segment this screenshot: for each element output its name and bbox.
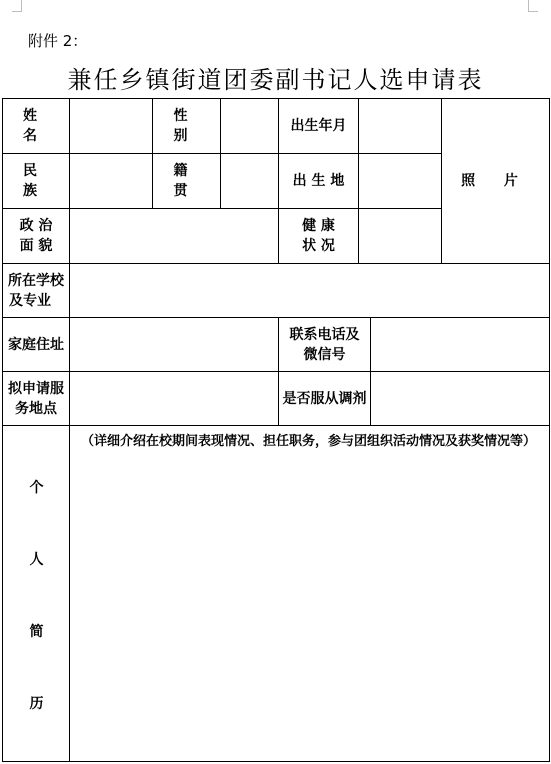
school-major-field[interactable] <box>70 264 549 317</box>
service-location-label <box>3 372 69 425</box>
health-label-line2: 状 况 <box>302 238 335 254</box>
attachment-label: 附件 2： <box>28 32 88 50</box>
health-label <box>279 209 358 263</box>
name-field[interactable] <box>70 99 152 153</box>
school-major-label-line2: 及专业 <box>9 292 51 309</box>
ethnicity-field[interactable] <box>70 154 152 208</box>
phone-wechat-label-line2: 微信号 <box>303 346 346 363</box>
birthplace-field[interactable] <box>359 154 441 208</box>
phone-wechat-field[interactable] <box>371 318 549 371</box>
health-field[interactable] <box>359 209 441 263</box>
political-status-label-line2: 面 貌 <box>19 238 53 254</box>
phone-wechat-label <box>279 318 370 371</box>
ethnicity-label: 民 族 <box>23 163 49 199</box>
resume-instructions: （详细介绍在校期间表现情况、担任职务，参与团组织活动情况及获奖情况等） <box>81 434 537 449</box>
birthplace-label: 出 生 地 <box>292 173 345 189</box>
school-major-label <box>3 264 69 317</box>
accept-transfer-field[interactable] <box>371 372 549 425</box>
gender-field[interactable] <box>221 99 278 153</box>
accept-transfer-label: 是否服从调剂 <box>282 390 367 407</box>
birth-date-label: 出生年月 <box>290 118 347 134</box>
phone-wechat-label-line1: 联系电话及 <box>289 326 360 343</box>
name-label: 姓 名 <box>23 108 49 144</box>
page-corner-mark <box>12 0 22 12</box>
health-label-line1: 健 康 <box>302 218 335 234</box>
resume-label-char: 个 <box>29 480 44 496</box>
service-location-label-line2: 务地点 <box>15 400 57 417</box>
service-location-label-line1: 拟申请服 <box>8 380 64 397</box>
resume-field[interactable] <box>70 451 549 761</box>
gender-label: 性 别 <box>173 108 200 144</box>
birth-date-field[interactable] <box>359 99 441 153</box>
school-major-label-line1: 所在学校 <box>8 272 64 289</box>
page-title: 兼任乡镇街道团委副书记人选申请表 <box>67 66 484 94</box>
photo-box[interactable]: 照 片 <box>461 173 530 189</box>
service-location-field[interactable] <box>70 372 278 425</box>
political-status-label-line1: 政 治 <box>19 218 53 234</box>
resume-label-char: 人 <box>29 552 44 568</box>
page-corner-mark <box>528 0 538 12</box>
resume-label-char: 历 <box>29 696 44 712</box>
home-address-label: 家庭住址 <box>8 336 64 353</box>
native-place-label: 籍 贯 <box>173 163 200 199</box>
resume-label-char: 简 <box>29 624 44 640</box>
application-form-table <box>2 98 550 762</box>
native-place-field[interactable] <box>221 154 278 208</box>
home-address-field[interactable] <box>70 318 278 371</box>
political-status-field[interactable] <box>70 209 278 263</box>
political-status-label <box>3 209 69 263</box>
row-divider <box>3 425 549 426</box>
